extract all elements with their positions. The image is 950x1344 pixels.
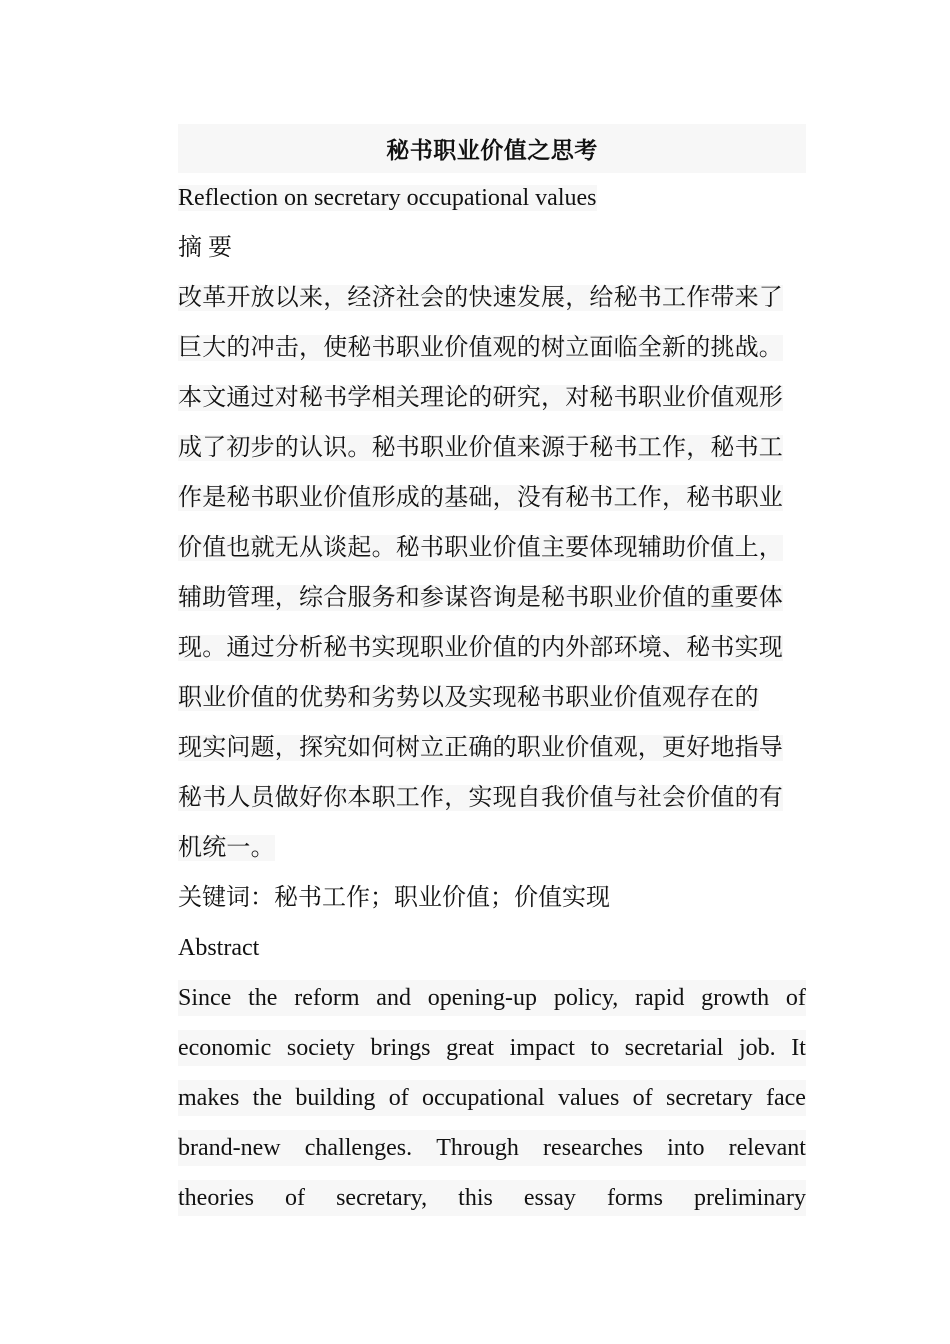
abstract-en-word: occupational	[422, 1085, 545, 1111]
abstract-cn-line	[178, 373, 806, 423]
abstract-en-word: brings	[370, 1035, 431, 1061]
abstract-cn-line-text: 辅助管理，综合服务和参谋咨询是秘书职业价值的重要体	[178, 585, 783, 611]
abstract-cn-line-text: 机统一。	[178, 835, 275, 861]
abstract-cn-line	[178, 523, 806, 573]
abstract-en-word: forms	[606, 1185, 663, 1211]
abstract-en-word: makes	[178, 1085, 240, 1111]
abstract-en-word: and	[376, 985, 411, 1011]
document-title: 秘书职业价值之思考	[386, 138, 598, 164]
abstract-cn-line	[178, 723, 806, 773]
abstract-cn-line	[178, 323, 806, 373]
abstract-en-word: rapid	[635, 985, 685, 1011]
keywords-cn: 关键词：秘书工作；职业价值；价值实现	[178, 885, 610, 911]
abstract-en-word: researches	[543, 1135, 643, 1161]
abstract-cn-line-text: 价值也就无从谈起。秘书职业价值主要体现辅助价值上，	[178, 535, 783, 561]
abstract-en-word: Since	[178, 985, 232, 1011]
abstract-en-word: challenges.	[304, 1135, 413, 1161]
abstract-en-word: secretary,	[336, 1185, 428, 1211]
abstract-en-word: It	[791, 1035, 806, 1061]
abstract-en-word: opening-up	[427, 985, 538, 1011]
abstract-en-word: to	[590, 1035, 610, 1061]
abstract-cn-line	[178, 473, 806, 523]
abstract-en-word: preliminary	[693, 1185, 806, 1211]
english-subtitle: Reflection on secretary occupational values	[178, 185, 597, 211]
abstract-cn-line-text: 成了初步的认识。秘书职业价值来源于秘书工作，秘书工	[178, 435, 783, 461]
abstract-en-word: job.	[738, 1035, 776, 1061]
abstract-cn-line-text: 作是秘书职业价值形成的基础，没有秘书工作，秘书职业	[178, 485, 783, 511]
abstract-en-word: society	[286, 1035, 355, 1061]
abstract-en-word: building	[295, 1085, 376, 1111]
abstract-cn-line	[178, 573, 806, 623]
abstract-cn-heading: 摘 要	[178, 235, 232, 261]
abstract-en-word: secretary	[666, 1085, 753, 1111]
abstract-en-word: economic	[178, 1035, 272, 1061]
abstract-cn-line-text: 职业价值的优势和劣势以及实现秘书职业价值观存在的	[178, 685, 759, 711]
abstract-cn-line	[178, 673, 806, 723]
abstract-en-word: the	[248, 985, 278, 1011]
abstract-en-word: policy,	[553, 985, 619, 1011]
abstract-cn-line-text: 巨大的冲击，使秘书职业价值观的树立面临全新的挑战。	[178, 335, 783, 361]
abstract-cn-line	[178, 423, 806, 473]
abstract-cn-line	[178, 623, 806, 673]
abstract-en-word: values	[558, 1085, 620, 1111]
abstract-en-line	[178, 1073, 806, 1123]
abstract-cn-line-text: 本文通过对秘书学相关理论的研究，对秘书职业价值观形	[178, 385, 783, 411]
abstract-en-line	[178, 1123, 806, 1173]
abstract-en-word: secretarial	[624, 1035, 724, 1061]
abstract-cn-line	[178, 773, 806, 823]
abstract-en-word: this	[458, 1185, 493, 1211]
abstract-en-word: brand-new	[178, 1135, 281, 1161]
abstract-cn-line-text: 现实问题，探究如何树立正确的职业价值观，更好地指导	[178, 735, 783, 761]
abstract-en-heading: Abstract	[178, 935, 260, 961]
abstract-cn-body	[178, 273, 806, 873]
abstract-en-word: growth	[701, 985, 770, 1011]
document-page	[178, 124, 806, 1223]
abstract-en-word: of	[632, 1085, 653, 1111]
abstract-en-word: relevant	[728, 1135, 806, 1161]
abstract-cn-line-text: 现。通过分析秘书实现职业价值的内外部环境、秘书实现	[178, 635, 783, 661]
abstract-en-word: of	[285, 1185, 306, 1211]
abstract-en-word: reform	[294, 985, 360, 1011]
abstract-en-word: the	[252, 1085, 282, 1111]
abstract-en-word: of	[388, 1085, 409, 1111]
abstract-cn-line	[178, 273, 806, 323]
abstract-en-word: impact	[509, 1035, 575, 1061]
title-bar	[178, 124, 806, 173]
abstract-en-word: essay	[523, 1185, 576, 1211]
abstract-cn-line	[178, 823, 806, 873]
abstract-en-line	[178, 973, 806, 1023]
abstract-cn-line-text: 改革开放以来，经济社会的快速发展，给秘书工作带来了	[178, 285, 783, 311]
abstract-en-line	[178, 1023, 806, 1073]
abstract-en-word: of	[785, 985, 806, 1011]
abstract-en-line	[178, 1173, 806, 1223]
abstract-en-word: into	[667, 1135, 705, 1161]
abstract-en-word: great	[446, 1035, 495, 1061]
abstract-en-word: face	[765, 1085, 806, 1111]
abstract-en-body	[178, 973, 806, 1223]
abstract-cn-line-text: 秘书人员做好你本职工作，实现自我价值与社会价值的有	[178, 785, 783, 811]
abstract-en-word: theories	[178, 1185, 254, 1211]
abstract-en-word: Through	[436, 1135, 519, 1161]
